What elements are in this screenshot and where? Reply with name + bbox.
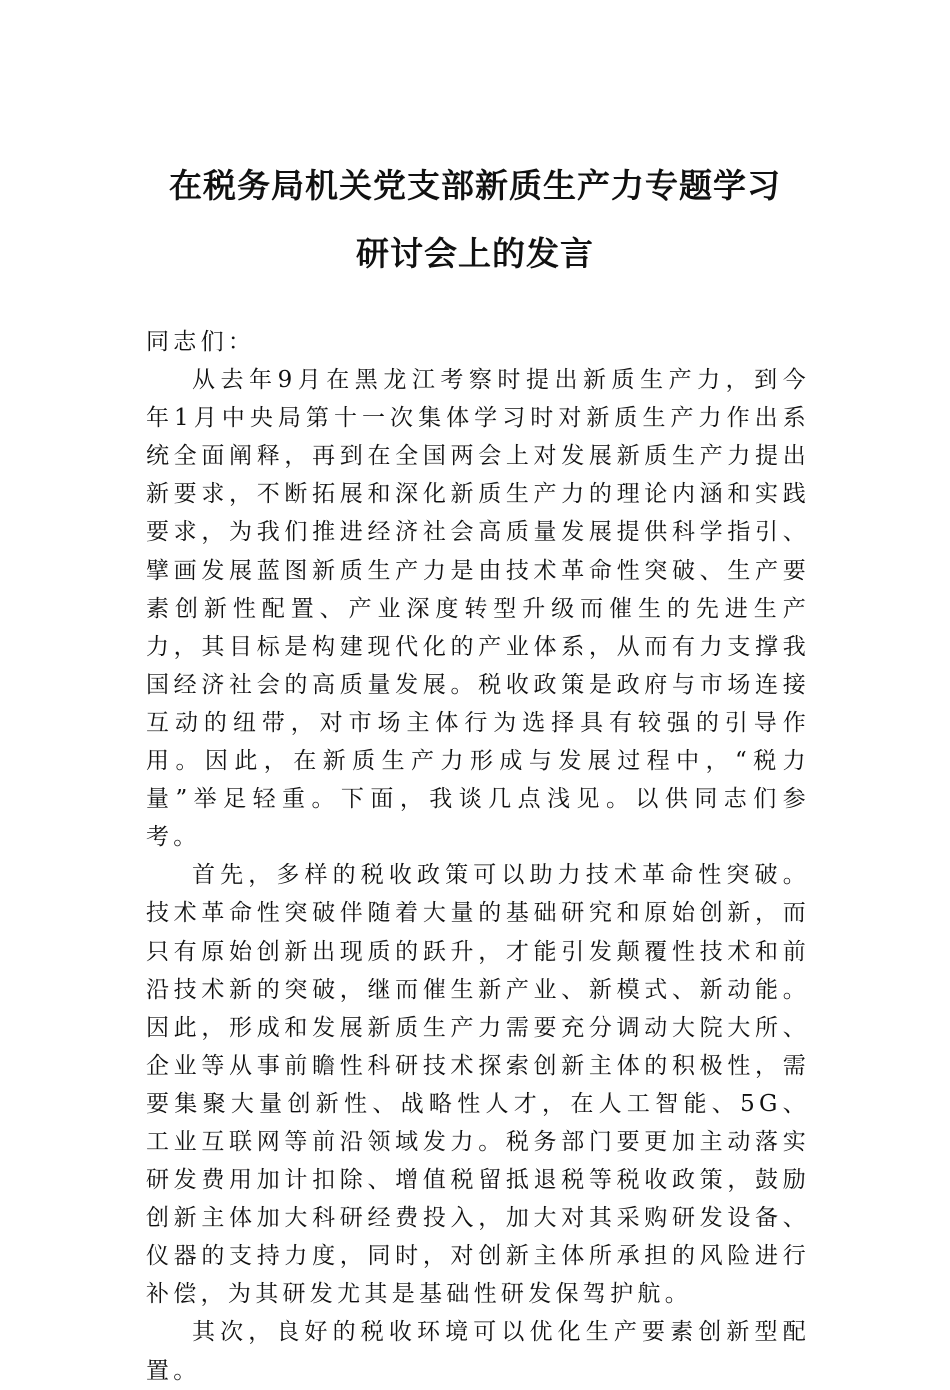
body-paragraph-3: 其次，良好的税收环境可以优化生产要素创新型配置。 [146,1319,810,1384]
document-body [146,323,810,1390]
salutation: 同志们： [146,329,256,355]
body-paragraph-1: 从去年9月在黑龙江考察时提出新质生产力，到今年1月中央局第十一次集体学习时对新质生产力作出系统全面阐释，再到在全国两会上对发展新质生产力提出新要求，不断拓展和深化新质生产力的理论内涵和实践要求，为我们推进经济社会高质量发展提供科学指引、擘画发展蓝图新质生产力是由技术革命性突破、生产要素创新性配置、产业深度转型升级而催生的先进生产力，其目标是构建现代化的产业体系，从而有力支撑我国经济社会的高质量发展。税收政策是政府与市场连接互动的纽带，对市场主体行为选择具有较强的引导作用。因此，在新质生产力形成与发展过程中，“税力量”举足轻重。下面，我谈几点浅见。以供同志们参考。 [146,367,810,851]
body-paragraph-2: 首先，多样的税收政策可以助力技术革命性突破。技术革命性突破伴随着大量的基础研究和原始创新，而只有原始创新出现质的跃升，才能引发颠覆性技术和前沿技术新的突破，继而催生新产业、新模式、新动能。因此，形成和发展新质生产力需要充分调动大院大所、企业等从事前瞻性科研技术探索创新主体的积极性，需要集聚大量创新性、战略性人才，在人工智能、5G、工业互联网等前沿领域发力。税务部门要更加主动落实研发费用加计扣除、增值税留抵退税等税收政策，鼓励创新主体加大科研经费投入，加大对其采购研发设备、仪器的支持力度，同时，对创新主体所承担的风险进行补偿，为其研发尤其是基础性研发保驾护航。 [146,862,810,1308]
document-title-line-1: 在税务局机关党支部新质生产力专题学习 [169,166,781,205]
document-title-line-2: 研讨会上的发言 [356,234,594,273]
